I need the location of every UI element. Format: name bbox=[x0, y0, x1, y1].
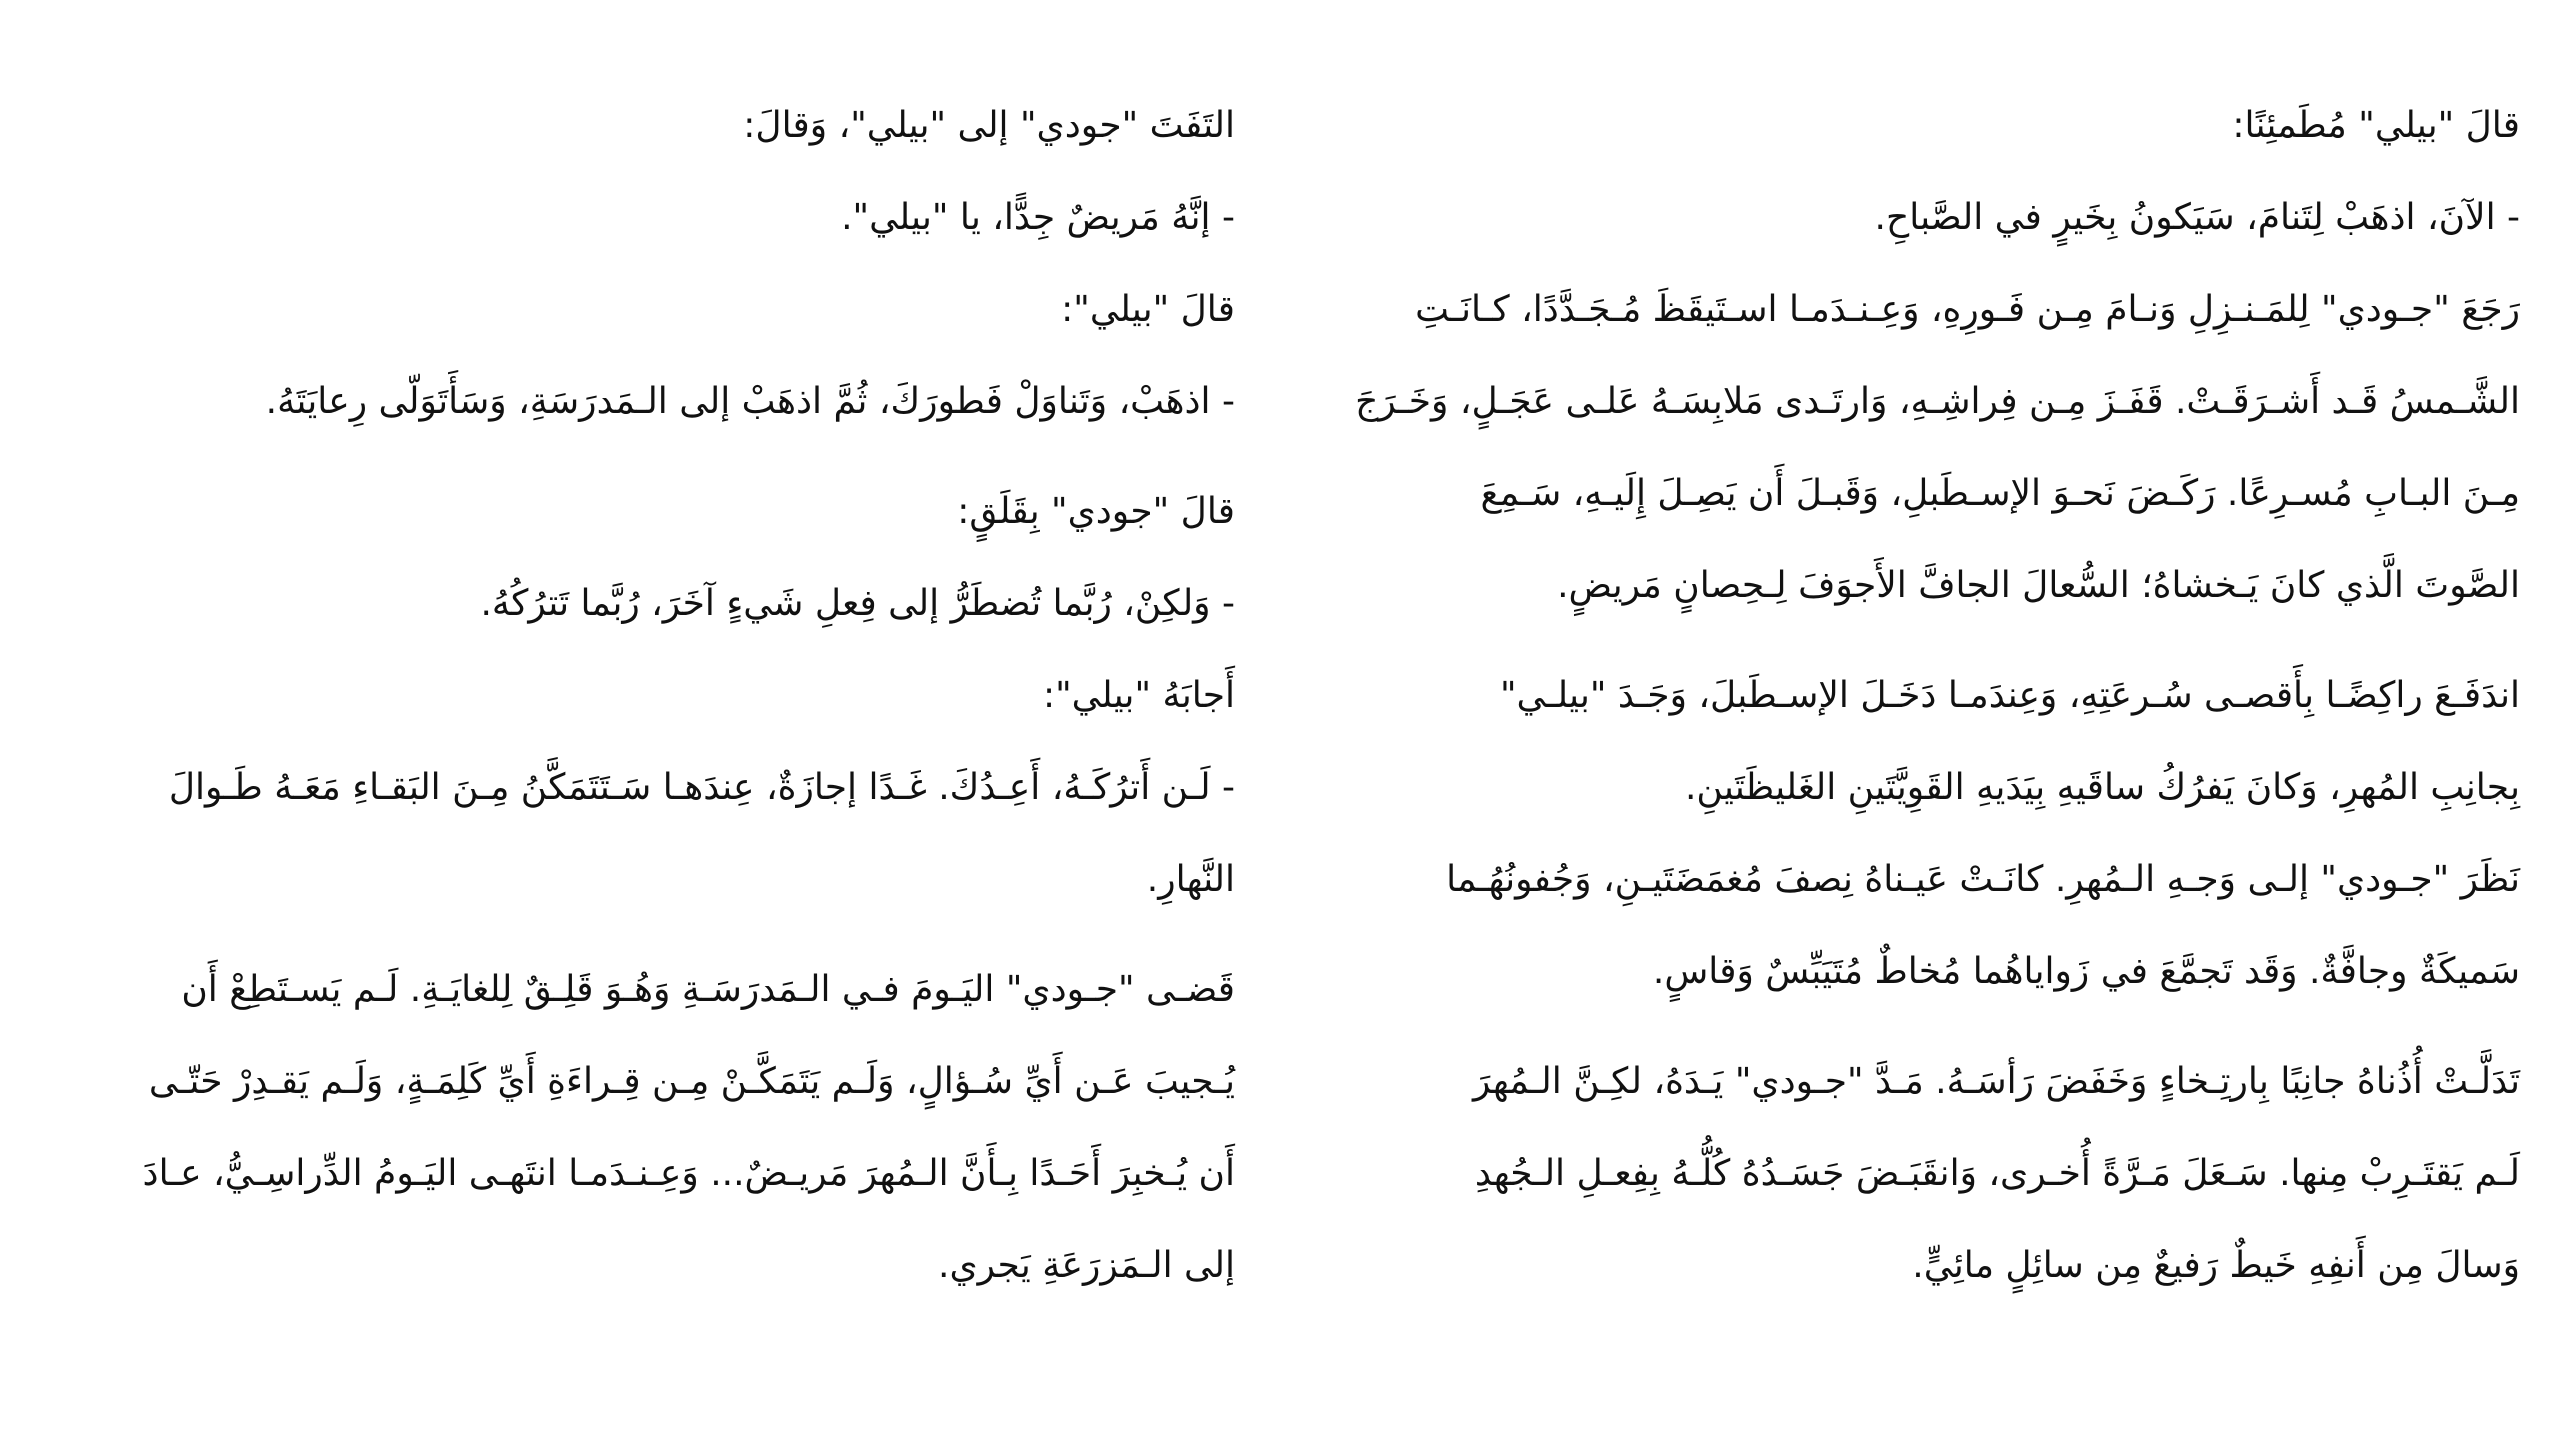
text-line: بِجانِبِ المُهرِ، وَكانَ يَفرُكُ ساقَيهِ بِيَدَيهِ القَوِيَّتَينِ الغَليظَتَينِ. bbox=[1684, 767, 2520, 808]
paragraph-gap bbox=[1290, 632, 2520, 650]
text-line: نَظَرَ "جـودي" إلـى وَجـهِ الـمُهرِ. كانَـتْ عَيـناهُ نِصفَ مُغمَضَتَيـنِ، وَجُفونُهُـما bbox=[1446, 859, 2520, 900]
text-line: يُـجيبَ عَـن أَيِّ سُـؤالٍ، وَلَـم يَتَمَكَّـنْ مِـن قِـراءَةِ أَيِّ كَلِمَـةٍ، وَلَـم يَقـدِرْ حَتّـى bbox=[148, 1061, 1235, 1102]
text-line: الصَّوتَ الَّذي كانَ يَـخشاهُ؛ السُّعالَ الجافَّ الأَجوَفَ لِـحِصانٍ مَريضٍ. bbox=[1557, 565, 2520, 606]
dialogue-line bbox=[5, 172, 1235, 264]
text-line: التَفَتَ "جودي" إلى "بيلي"، وَقالَ: bbox=[743, 105, 1235, 146]
dialogue-line bbox=[5, 558, 1235, 650]
paragraph-gap bbox=[1290, 1018, 2520, 1036]
text-line: - إنَّهُ مَريضٌ جِدًّا، يا "بيلي". bbox=[841, 197, 1235, 238]
text-line: مِـنَ البـابِ مُسـرِعًا. رَكَـضَ نَحـوَ الإسـطَبلِ، وَقَبـلَ أَن يَصِـلَ إِلَيـهِ، سَـمِعَ bbox=[1480, 473, 2520, 514]
text-line: قالَ "جودي" بِقَلَقٍ: bbox=[957, 491, 1235, 532]
text-line: رَجَعَ "جـودي" لِلمَـنـزِلِ وَنـامَ مِـن فَـورِهِ، وَعِـنـدَمـا اسـتَيقَظَ مُـجَـدَّدًا، كـانَـتِ bbox=[1415, 289, 2520, 330]
paragraph bbox=[1290, 1036, 2520, 1312]
text-line: أَجابَهُ "بيلي": bbox=[1042, 675, 1235, 716]
paragraph bbox=[5, 80, 1235, 172]
left-column bbox=[5, 80, 1235, 1312]
text-line: قالَ "بيلي" مُطَمئِنًا: bbox=[2232, 105, 2520, 146]
text-line: تَدَلَّـتْ أُذُناهُ جانِبًا بِارتِـخاءٍ وَخَفَضَ رَأسَـهُ. مَـدَّ "جـودي" يَـدَهُ، لكِـنَّ الـمُهرَ bbox=[1472, 1061, 2520, 1102]
paragraph-gap bbox=[5, 448, 1235, 466]
paragraph bbox=[1290, 650, 2520, 834]
text-line: لَـم يَقتَـرِبْ مِنها. سَـعَلَ مَـرَّةً أُخـرى، وَانقَبَـضَ جَسَـدُهُ كُلُّـهُ بِفِعـلِ الـجُهدِ bbox=[1474, 1153, 2520, 1194]
dialogue-line bbox=[1290, 172, 2520, 264]
paragraph bbox=[1290, 80, 2520, 172]
text-line: الشَّـمسُ قَـد أَشـرَقَـتْ. قَفَـزَ مِـن فِراشِـهِ، وَارتَـدى مَلابِسَـهُ عَلـى عَجَـلٍ، وَخَـرَجَ bbox=[1355, 381, 2520, 422]
paragraph-gap bbox=[5, 926, 1235, 944]
paragraph bbox=[5, 264, 1235, 356]
text-line: قالَ "بيلي": bbox=[1061, 289, 1235, 330]
text-line: وَسالَ مِن أَنفِهِ خَيطٌ رَفيعٌ مِن سائِلٍ مائِيٍّ. bbox=[1912, 1245, 2520, 1286]
paragraph bbox=[1290, 264, 2520, 632]
text-line: أَن يُـخبِرَ أَحَـدًا بِـأَنَّ الـمُهرَ مَريـضٌ... وَعِـنـدَمـا انتَهـى اليَـومُ الدِّراسِـيُّ، عـادَ bbox=[142, 1153, 1235, 1194]
text-line: - الآنَ، اذهَبْ لِتَنامَ، سَيَكونُ بِخَيرٍ في الصَّباحِ. bbox=[1874, 197, 2520, 238]
dialogue-line bbox=[5, 356, 1235, 448]
text-line: اندَفَـعَ راكِضًـا بِأَقصـى سُـرعَتِهِ، وَعِندَمـا دَخَـلَ الإسـطَبلَ، وَجَـدَ "بيلـي" bbox=[1499, 675, 2520, 716]
right-column bbox=[1290, 80, 2520, 1312]
text-line: - لَـن أَترُكَـهُ، أَعِـدُكَ. غَـدًا إجازَةٌ، عِندَهـا سَـتَتَمَكَّنُ مِـنَ البَقـاءِ مَعَـهُ طَـوالَ bbox=[168, 767, 1235, 808]
text-line: سَميكَةٌ وجافَّةٌ. وَقَد تَجمَّعَ في زَواياهُما مُخاطٌ مُتَيَبِّسٌ وَقاسٍ. bbox=[1652, 951, 2520, 992]
text-line: قَضـى "جـودي" اليَـومَ فـي الـمَدرَسَـةِ وَهُـوَ قَلِـقٌ لِلغايَـةِ. لَـم يَسـتَطِعْ أَن bbox=[181, 969, 1235, 1010]
paragraph bbox=[1290, 834, 2520, 1018]
paragraph bbox=[5, 466, 1235, 558]
dialogue-line bbox=[5, 742, 1235, 926]
paragraph bbox=[5, 650, 1235, 742]
text-line: - اذهَبْ، وَتَناوَلْ فَطورَكَ، ثُمَّ اذهَبْ إلى الـمَدرَسَةِ، وَسَأَتَوَلّى رِعايَتَهُ. bbox=[265, 381, 1235, 422]
text-line: النَّهارِ. bbox=[1146, 859, 1235, 900]
text-line: - وَلكِنْ، رُبَّما تُضطَرُّ إلى فِعلِ شَيءٍ آخَرَ، رُبَّما تَترُكُهُ. bbox=[480, 583, 1235, 624]
text-line: إلى الـمَزرَعَةِ يَجري. bbox=[938, 1245, 1235, 1286]
paragraph bbox=[5, 944, 1235, 1312]
